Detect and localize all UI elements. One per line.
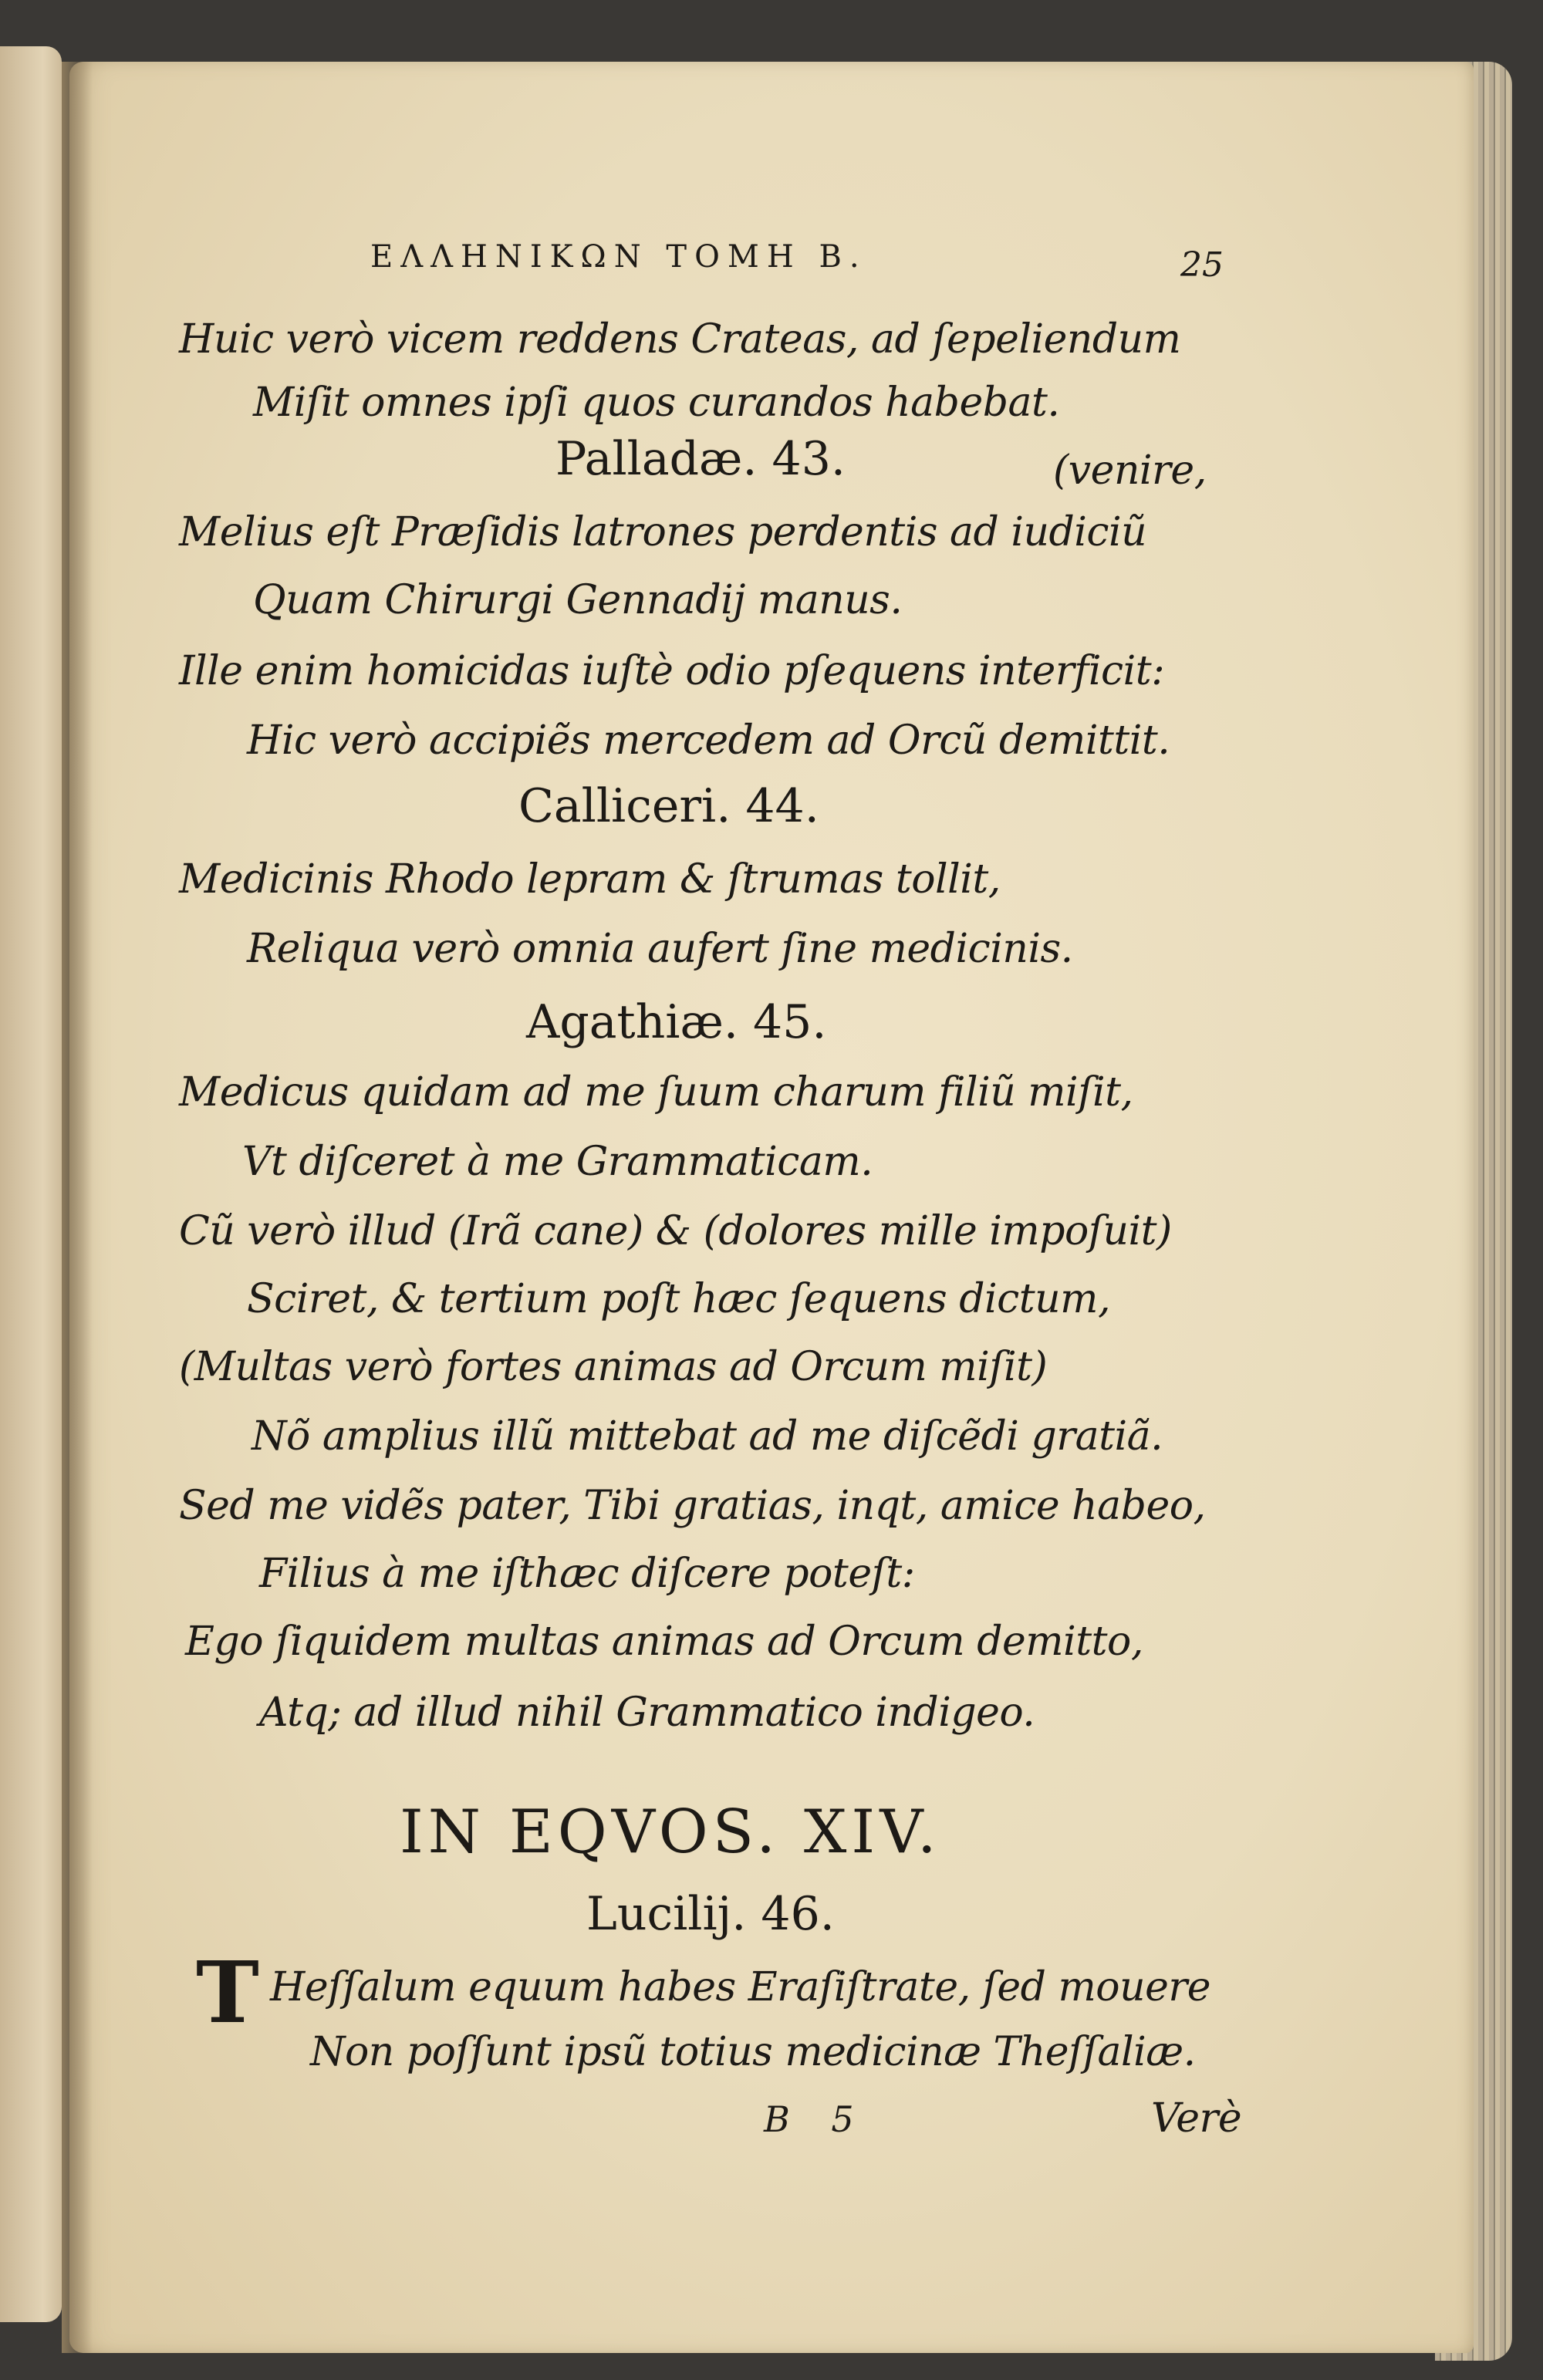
verse-line: Quam Chirurgi Gennadij manus.	[253, 577, 903, 623]
verse-line: Medicinis Rhodo lepram & ſtrumas tollit,	[179, 856, 1001, 903]
verse-line: Melius eſt Præſidis latrones perdentis ad iudiciũ	[179, 509, 1147, 555]
verse-line: Reliqua verò omnia aufert ſine medicinis.	[247, 926, 1073, 972]
verse-line: Ego ſiquidem multas animas ad Orcum demitto,	[185, 1619, 1143, 1665]
catchword: Verè	[1151, 2095, 1242, 2142]
verse-line: Ille enim homicidas iuſtè odio pſequens interficit:	[179, 648, 1165, 694]
verse-line: (venire,	[1053, 447, 1207, 494]
verse-line: Sed me vidẽs pater, Tibi gratias, inqt, amice habeo,	[179, 1483, 1206, 1529]
verse-line: Sciret, & tertium poſt hæc ſequens dictum,	[247, 1276, 1110, 1322]
epigram-heading: Palladæ. 43.	[555, 432, 846, 486]
running-title: ΕΛΛΗΝΙΚΩΝ ΤΟΜΗ Β.	[370, 239, 867, 275]
drop-capital: T	[196, 1943, 259, 2042]
signature-mark: B 5	[764, 2098, 854, 2140]
epigram-heading: Calliceri. 44.	[518, 779, 819, 833]
verse-line: Heſſalum equum habes Eraſiſtrate, ſed mouere	[270, 1964, 1210, 2010]
verse-line: Filius à me iſthæc diſcere poteſt:	[259, 1551, 915, 1597]
epigram-heading: Agathiæ. 45.	[526, 995, 827, 1049]
verse-line: Non poſſunt ipsũ totius medicinæ Theſſaliæ.	[310, 2029, 1196, 2075]
section-title: IN EQVOS. XIV.	[400, 1798, 941, 1867]
page-number: 25	[1180, 245, 1224, 285]
epigram-heading: Lucilij. 46.	[586, 1887, 835, 1941]
verse-line: Huic verò vicem reddens Crateas, ad ſepeliendum	[179, 316, 1181, 363]
verse-line: (Multas verò fortes animas ad Orcum miſit)	[179, 1344, 1048, 1390]
verse-line: Miſit omnes ipſi quos curandos habebat.	[253, 380, 1060, 426]
facing-page-edge	[0, 46, 62, 2322]
verse-line: Cũ verò illud (Irã cane) & (dolores mille impoſuit)	[179, 1208, 1172, 1254]
verse-line: Medicus quidam ad me ſuum charum filiũ miſit,	[179, 1069, 1133, 1116]
verse-line: Atq; ad illud nihil Grammatico indigeo.	[259, 1690, 1035, 1736]
verse-line: Hic verò accipiẽs mercedem ad Orcũ demittit.	[247, 717, 1170, 764]
verse-line: Nõ amplius illũ mittebat ad me diſcẽdi gratiã.	[252, 1413, 1163, 1460]
verse-line: Vt diſceret à me Grammaticam.	[242, 1139, 873, 1185]
book-gutter	[62, 62, 93, 2353]
